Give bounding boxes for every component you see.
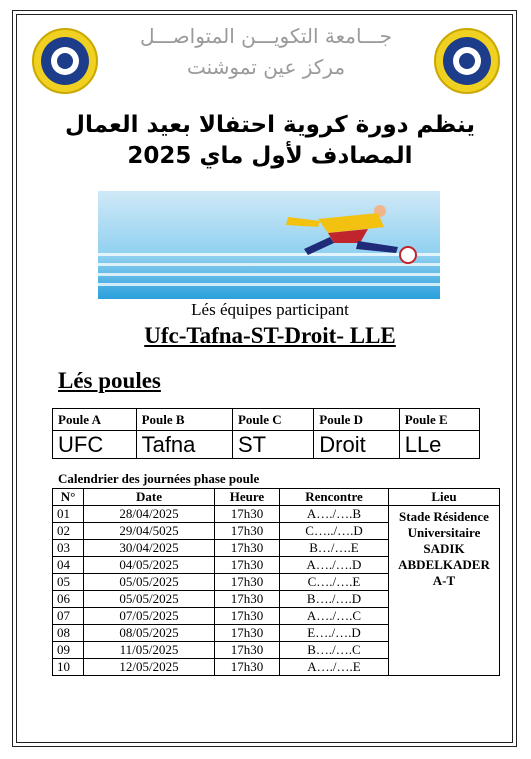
match-number: 02 (53, 523, 84, 540)
poule-team: UFC (53, 431, 137, 459)
match-pairing: A…./….C (280, 608, 389, 625)
poule-header: Poule D (314, 409, 399, 431)
venue-line: Universitaire (407, 525, 481, 540)
match-time: 17h30 (215, 608, 280, 625)
header-number: N° (53, 489, 84, 506)
participants-teams: Ufc-Tafna-ST-Droit- LLE (144, 323, 396, 348)
football-banner-image (98, 191, 440, 299)
poule-header: Poule C (232, 409, 313, 431)
poule-team: Tafna (136, 431, 232, 459)
match-pairing: A…./….B (280, 506, 389, 523)
university-logo-left (32, 28, 98, 94)
match-pairing: A…./….E (280, 659, 389, 676)
match-date: 28/04/2025 (84, 506, 215, 523)
match-date: 30/04/2025 (84, 540, 215, 557)
match-time: 17h30 (215, 523, 280, 540)
match-time: 17h30 (215, 591, 280, 608)
match-number: 06 (53, 591, 84, 608)
calendar-table (52, 488, 500, 676)
match-pairing: E…./….D (280, 625, 389, 642)
match-time: 17h30 (215, 506, 280, 523)
match-date: 05/05/2025 (84, 591, 215, 608)
venue-line: ABDELKADER (398, 557, 490, 572)
calendar-header-row (53, 489, 500, 506)
venue-line: Stade Résidence (399, 509, 489, 524)
football-player-icon (248, 197, 428, 267)
header-time: Heure (215, 489, 280, 506)
poules-title: Lés poules (58, 368, 161, 393)
match-date: 29/04/5025 (84, 523, 215, 540)
participants-label: Lés équipes participant (191, 300, 349, 319)
match-pairing: A…./….D (280, 557, 389, 574)
match-date: 11/05/2025 (84, 642, 215, 659)
poule-team: Droit (314, 431, 399, 459)
match-date: 12/05/2025 (84, 659, 215, 676)
venue-line: SADIK (423, 541, 465, 556)
poule-team: ST (232, 431, 313, 459)
match-number: 10 (53, 659, 84, 676)
match-time: 17h30 (215, 642, 280, 659)
poule-header: Poule E (399, 409, 479, 431)
header-venue: Lieu (389, 489, 500, 506)
match-pairing: C…../….D (280, 523, 389, 540)
match-time: 17h30 (215, 625, 280, 642)
match-number: 01 (53, 506, 84, 523)
header-date: Date (84, 489, 215, 506)
poules-team-row (53, 431, 480, 459)
university-name: جـــامعة التكويـــن المتواصـــل (139, 24, 393, 48)
match-date: 07/05/2025 (84, 608, 215, 625)
announcement-line-1: ينظم دورة كروية احتفالا بعيد العمال (65, 112, 475, 138)
venue-cell (389, 506, 500, 676)
match-number: 05 (53, 574, 84, 591)
match-pairing: B…./….C (280, 642, 389, 659)
match-date: 04/05/2025 (84, 557, 215, 574)
match-time: 17h30 (215, 574, 280, 591)
university-logo-right (434, 28, 500, 94)
poule-header: Poule B (136, 409, 232, 431)
poules-header-row (53, 409, 480, 431)
match-date: 08/05/2025 (84, 625, 215, 642)
match-number: 09 (53, 642, 84, 659)
venue-line: A-T (432, 573, 456, 588)
center-name: مركز عين تموشنت (186, 55, 346, 79)
match-pairing: C…./….E (280, 574, 389, 591)
match-time: 17h30 (215, 659, 280, 676)
match-date: 05/05/2025 (84, 574, 215, 591)
calendar-title: Calendrier des journées phase poule (58, 471, 260, 486)
announcement-line-2: المصادف لأول ماي 2025 (127, 143, 413, 169)
match-time: 17h30 (215, 540, 280, 557)
match-number: 08 (53, 625, 84, 642)
poule-team: LLe (399, 431, 479, 459)
header-match: Rencontre (280, 489, 389, 506)
match-number: 07 (53, 608, 84, 625)
poule-header: Poule A (53, 409, 137, 431)
poules-table (52, 408, 480, 459)
match-pairing: B…/….E (280, 540, 389, 557)
match-time: 17h30 (215, 557, 280, 574)
match-number: 03 (53, 540, 84, 557)
calendar-row (53, 506, 500, 523)
match-number: 04 (53, 557, 84, 574)
match-pairing: B…./….D (280, 591, 389, 608)
